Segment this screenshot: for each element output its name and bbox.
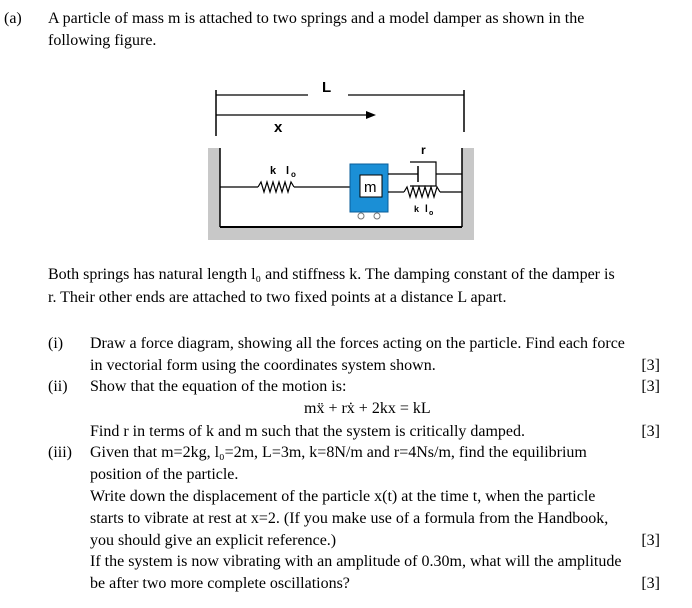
left-spring-coil [258, 182, 294, 192]
q-i-line-1: Draw a force diagram, showing all the forces acting on the particle. Find each force [90, 335, 625, 352]
intro-line-2: following figure. [48, 32, 157, 49]
q-iii-line-3: Write down the displacement of the particle x(t) at the time t, when the particle [90, 488, 596, 505]
floor [208, 228, 474, 240]
label-l0-left-sub: o [291, 170, 296, 179]
label-k-left: k [270, 165, 277, 177]
q-iii-line-6: If the system is now vibrating with an amplitude of 0.30m, what will the amplitude [90, 553, 622, 570]
q-iii-line-2: position of the particle. [90, 466, 239, 483]
label-l0-left: l [286, 165, 290, 177]
description-line-1: Both springs has natural length l₀ and stiffness k. The damping constant of the damper is [48, 266, 615, 283]
label-m: m [364, 179, 377, 196]
q-iii-line-1: Given that m=2kg, l₀=2m, L=3m, k=8N/m and r=4Ns/m, find the equilibrium [90, 444, 587, 461]
label-l0-right-sub: o [429, 210, 434, 217]
equation-of-motion: mẍ + rẋ + 2kx = kL [304, 400, 431, 417]
wheel-left [358, 213, 364, 219]
q-ii-marks-2: [3] [641, 423, 660, 440]
label-k-right: k [414, 204, 420, 214]
q-i-line-2: in vectorial form using the coordinates system shown. [90, 357, 436, 374]
q-iii-line-5: you should give an explicit reference.) [90, 532, 337, 549]
right-wall [462, 148, 474, 238]
left-wall [208, 148, 220, 238]
label-x: x [274, 119, 283, 136]
figure-svg [200, 70, 490, 245]
q-ii-line-2: Find r in terms of k and m such that the system is critically damped. [90, 423, 526, 440]
q-iii-label: (iii) [48, 444, 72, 461]
q-ii-label: (ii) [48, 378, 68, 395]
q-i-label: (i) [48, 335, 64, 352]
q-ii-marks-1: [3] [641, 378, 660, 395]
wheel-right [374, 213, 380, 219]
q-i-marks: [3] [641, 357, 660, 374]
q-iii-line-7: be after two more complete oscillations? [90, 575, 350, 592]
intro-line-1: A particle of mass m is attached to two springs and a model damper as shown in the [48, 10, 585, 27]
description-line-2: r. Their other ends are attached to two fixed points at a distance L apart. [48, 289, 507, 306]
q-iii-marks-1: [3] [641, 532, 660, 549]
q-ii-line-1: Show that the equation of the motion is: [90, 378, 347, 395]
part-label: (a) [4, 10, 22, 27]
label-l0-right: l [425, 204, 428, 215]
x-arrow-head [366, 111, 376, 119]
spring-damper-figure [200, 70, 490, 245]
q-iii-line-4: starts to vibrate at rest at x=2. (If you make use of a formula from the Handbook, [90, 510, 609, 527]
right-spring-coil [404, 187, 440, 197]
q-iii-marks-2: [3] [641, 575, 660, 592]
label-r: r [421, 143, 426, 157]
label-L: L [322, 79, 332, 96]
